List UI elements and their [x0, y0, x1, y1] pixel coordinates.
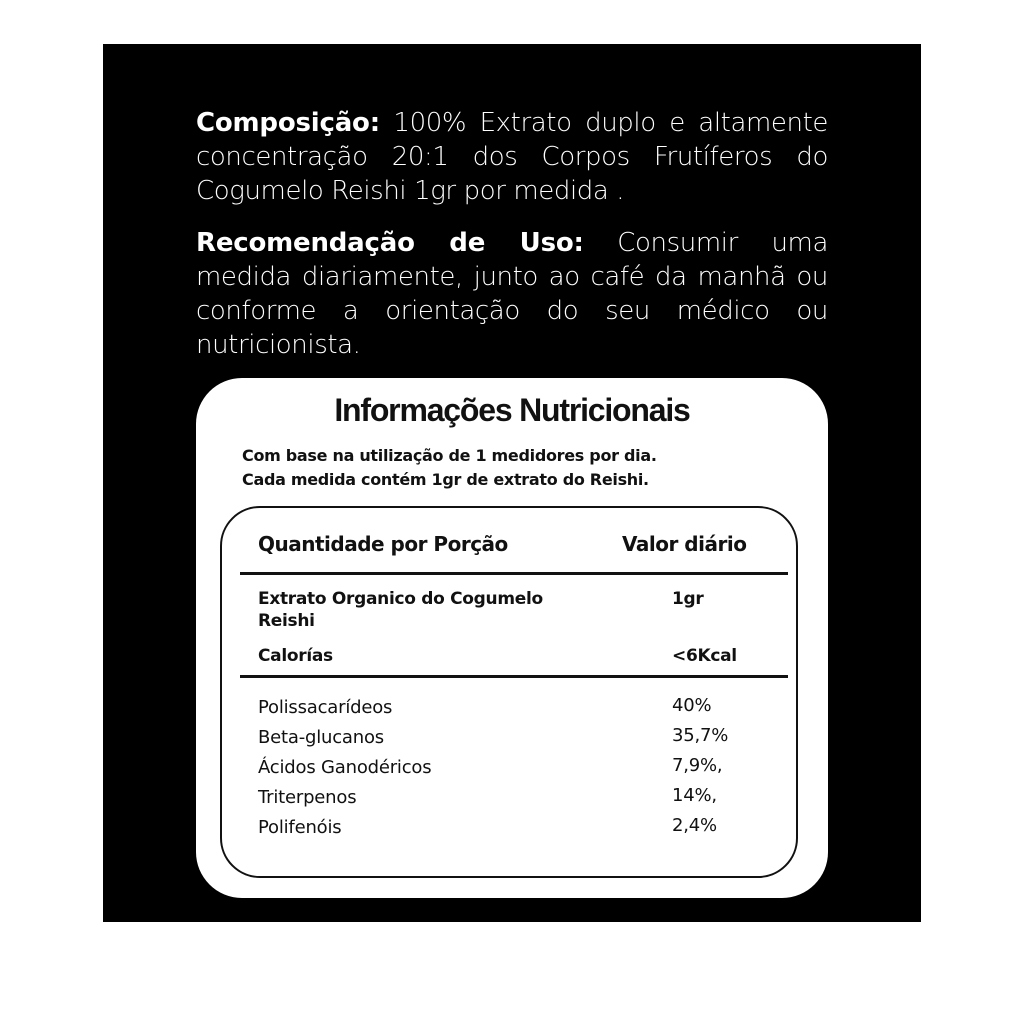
- row-extract-name: Extrato Organico do Cogumelo Reishi: [258, 589, 543, 631]
- label-panel: [103, 44, 921, 922]
- detail-value-triterpenes: 14%,: [672, 785, 717, 806]
- nutrition-title: Informações Nutricionais: [334, 392, 690, 428]
- detail-name-polyphenols: Polifenóis: [258, 817, 342, 838]
- detail-name-ganoderic-acids: Ácidos Ganodéricos: [258, 757, 432, 778]
- nutrition-card: [196, 378, 828, 898]
- detail-values: [672, 691, 728, 841]
- detail-value-ganoderic-acids: 7,9%,: [672, 755, 723, 776]
- row-calories-value: <6Kcal: [672, 646, 737, 666]
- usage-label: Recomendação de Uso:: [196, 228, 584, 258]
- detail-name-beta-glucans: Beta-glucanos: [258, 727, 384, 748]
- header-quantity: Quantidade por Porção: [258, 532, 508, 556]
- detail-names: [258, 693, 431, 843]
- usage-text: Consumir uma medida diariamente, junto ao café da manhã ou conforme a orientação do seu médico ou nutricionista.: [196, 228, 828, 360]
- header-value: Valor diário: [622, 532, 747, 556]
- basis-line-2: Cada medida contém 1gr de extrato do Reishi.: [242, 470, 649, 489]
- basis-line-1: Com base na utilização de 1 medidores por dia.: [242, 446, 657, 465]
- usage-paragraph: [196, 226, 828, 362]
- detail-value-polyphenols: 2,4%: [672, 815, 717, 836]
- nutrition-basis: [242, 444, 657, 492]
- detail-name-polysaccharides: Polissacarídeos: [258, 697, 393, 718]
- composition-text: 100% Extrato duplo e altamente concentração 20:1 dos Corpos Frutíferos do Cogumelo Reishi 1gr por medida .: [196, 108, 828, 206]
- section-divider: [240, 675, 788, 678]
- composition-paragraph: [196, 106, 828, 208]
- nutrition-table: [220, 506, 798, 878]
- composition-label: Composição:: [196, 108, 380, 138]
- header-divider: [240, 572, 788, 575]
- row-calories-name: Calorías: [258, 646, 333, 666]
- detail-value-beta-glucans: 35,7%: [672, 725, 729, 746]
- detail-name-triterpenes: Triterpenos: [258, 787, 357, 808]
- row-extract-value: 1gr: [672, 589, 704, 609]
- detail-value-polysaccharides: 40%: [672, 695, 712, 716]
